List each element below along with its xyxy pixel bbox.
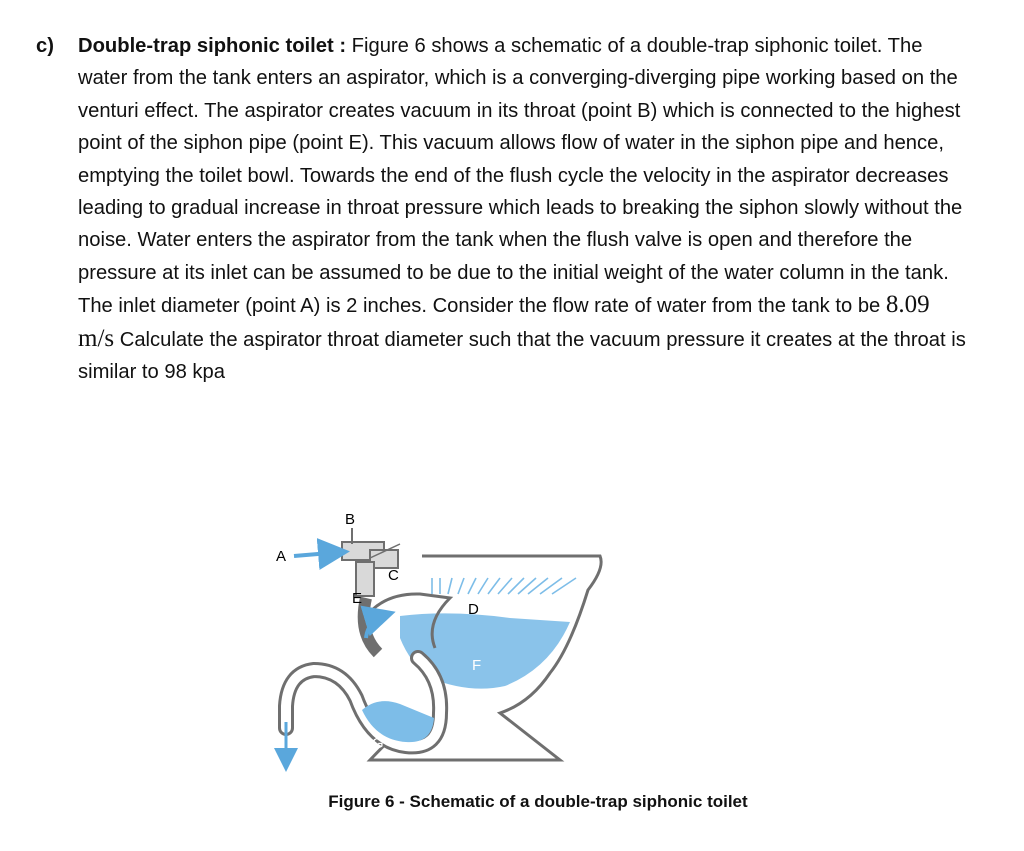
toilet-schematic-diagram xyxy=(250,498,630,783)
label-e: E xyxy=(352,590,363,607)
flow-rate-value: 8.09 m/s xyxy=(78,291,930,352)
problem-text-part1: Figure 6 shows a schematic of a double-trap siphonic toilet. The water from the tank enters an aspirator, which is a converging-diverging pipe working based on the venturi effect. The aspirator creates vacuum in its throat (point B) which is connected to the highest point of the siphon pipe (point E). This vacuum allows flow of water in the siphon pipe and hence, emptying the toilet bowl. Towards the end of the flush cycle the velocity in the aspirator decreases leading to gradual increase in throat pressure which leads to breaking the siphon slowly without the noise. Water enters the aspirator from the tank when the flush valve is open and therefore the pressure at its inlet can be assumed to be due to the initial weight of the water column in the tank. The inlet diameter (point A) is 2 inches. Consider the flow rate of water from the tank to be xyxy=(78,35,963,318)
figure-caption: Figure 6 - Schematic of a double-trap siphonic toilet xyxy=(328,792,748,811)
label-f: F xyxy=(472,657,482,674)
problem-body xyxy=(78,30,966,388)
problem-statement xyxy=(36,30,966,388)
problem-marker: c) xyxy=(36,35,54,57)
label-a: A xyxy=(276,548,287,565)
problem-heading: Double-trap siphonic toilet : xyxy=(78,35,347,57)
label-g: G xyxy=(372,735,384,752)
aspirator xyxy=(342,528,400,596)
rim-jets xyxy=(432,578,576,594)
problem-text-part2: Calculate the aspirator throat diameter such that the vacuum pressure it creates at the throat is similar to 98 kpa xyxy=(78,328,966,384)
label-b: B xyxy=(345,511,356,528)
inlet-flow-arrow xyxy=(294,552,342,556)
label-d: D xyxy=(468,601,479,618)
toilet-schematic-figure xyxy=(250,498,630,783)
label-c: C xyxy=(388,567,399,584)
